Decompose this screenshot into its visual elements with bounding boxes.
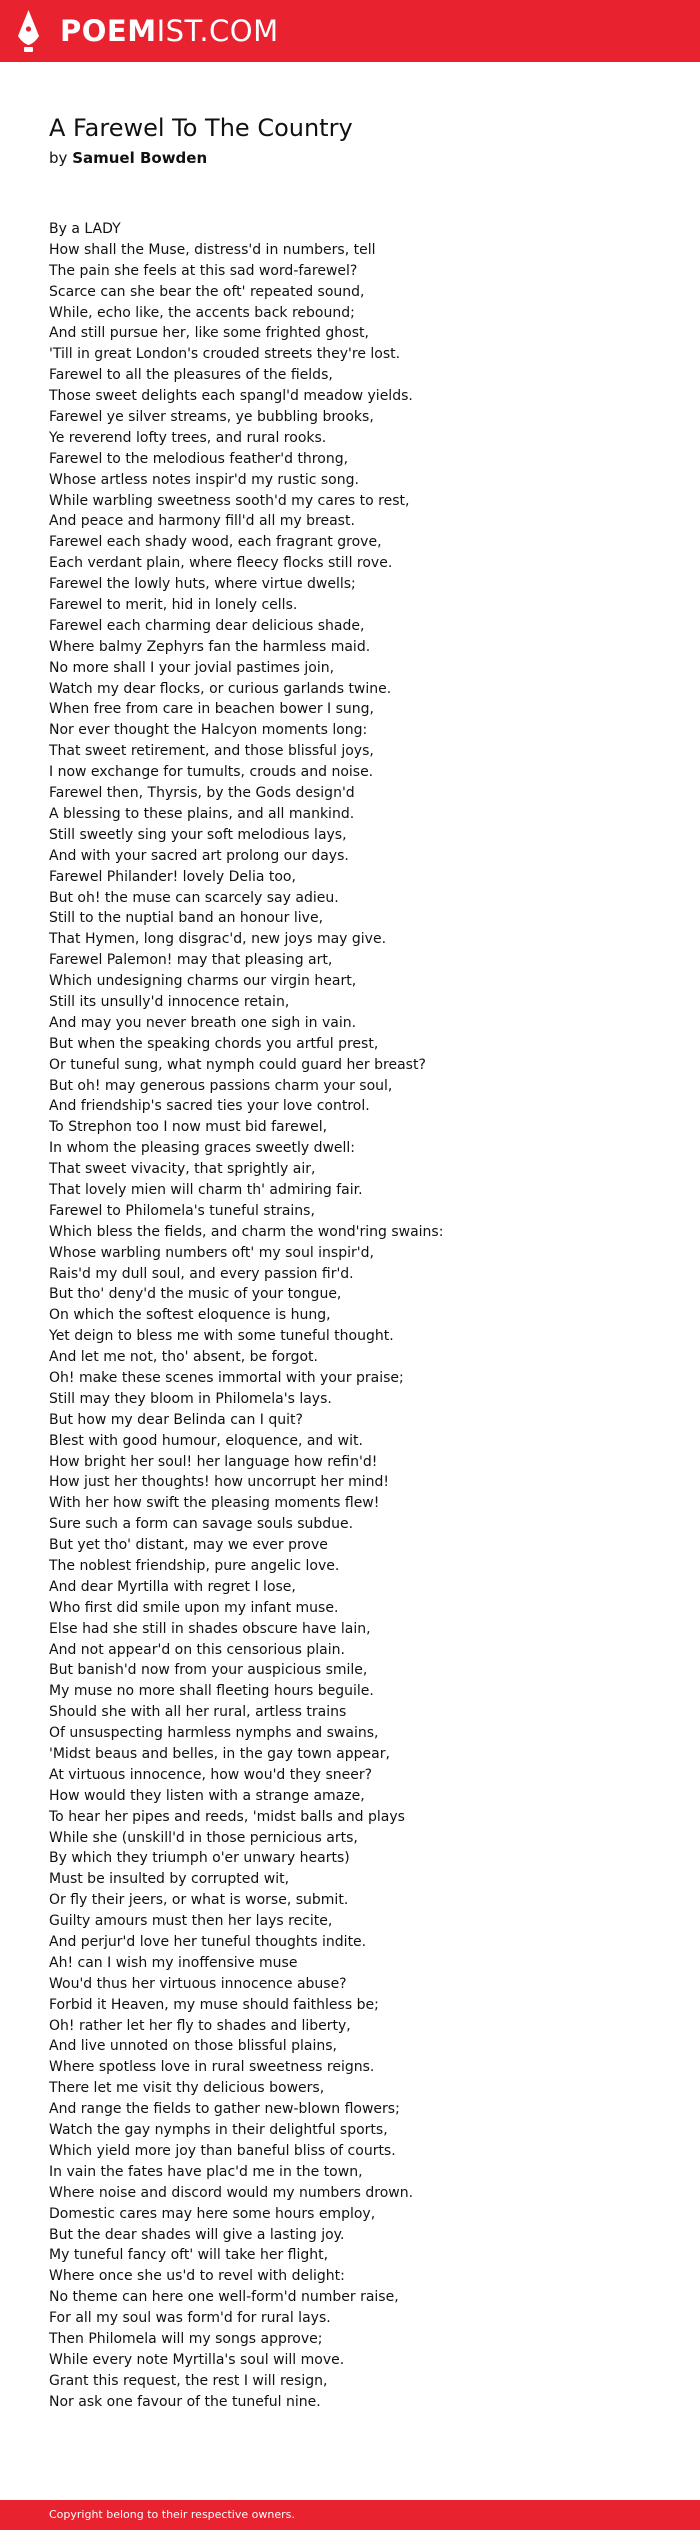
poem-line: Farewel to all the pleasures of the fields, bbox=[49, 367, 333, 384]
poem-line: And let me not, tho' absent, be forgot. bbox=[49, 1349, 318, 1366]
poem-line: Farewel each charming dear delicious shade, bbox=[49, 617, 365, 634]
poem-line: Still sweetly sing your soft melodious lays, bbox=[49, 826, 347, 843]
poem-line: Ah! can I wish my inoffensive muse bbox=[49, 1954, 298, 1971]
poem-line: Or fly their jeers, or what is worse, submit. bbox=[49, 1892, 349, 1909]
author-name[interactable]: Samuel Bowden bbox=[72, 149, 208, 167]
poem-line: With her how swift the pleasing moments flew! bbox=[49, 1495, 380, 1512]
poem-line: Oh! make these scenes immortal with your praise; bbox=[49, 1369, 404, 1386]
poem-line: Nor ever thought the Halcyon moments long: bbox=[49, 722, 368, 739]
poem-line: How just her thoughts! how uncorrupt her mind! bbox=[49, 1474, 389, 1491]
poem-line: Where once she us'd to revel with delight: bbox=[49, 2268, 345, 2285]
poem-line: A blessing to these plains, and all mankind. bbox=[49, 805, 355, 822]
poem-line: Should she with all her rural, artless trains bbox=[49, 1704, 347, 1721]
poem-line: Yet deign to bless me with some tuneful thought. bbox=[49, 1328, 394, 1345]
poem-line: In whom the pleasing graces sweetly dwell: bbox=[49, 1140, 356, 1157]
poem-line: When free from care in beachen bower I sung, bbox=[49, 701, 375, 718]
poem-line: 'Midst beaus and belles, in the gay town appear, bbox=[49, 1746, 390, 1763]
poem-line: Or tuneful sung, what nymph could guard her breast? bbox=[49, 1056, 426, 1073]
poem-line: No theme can here one well-form'd number raise, bbox=[49, 2289, 399, 2306]
poem-line: Each verdant plain, where fleecy flocks still rove. bbox=[49, 555, 393, 572]
poem-line: By which they triumph o'er unwary hearts) bbox=[49, 1850, 350, 1867]
poem-line: But yet tho' distant, may we ever prove bbox=[49, 1537, 328, 1554]
poem-line: Where noise and discord would my numbers drown. bbox=[49, 2184, 414, 2201]
poem-line: My tuneful fancy oft' will take her flight, bbox=[49, 2247, 329, 2264]
poem-line: But oh! the muse can scarcely say adieu. bbox=[49, 889, 339, 906]
poem-line: Those sweet delights each spangl'd meadow yields. bbox=[49, 388, 413, 405]
poem-line: How would they listen with a strange amaze, bbox=[49, 1787, 365, 1804]
poem-line: In vain the fates have plac'd me in the town, bbox=[49, 2163, 363, 2180]
poem-line: 'Till in great London's crouded streets they're lost. bbox=[49, 346, 401, 363]
poem-line: The noblest friendship, pure angelic love. bbox=[49, 1558, 340, 1574]
poem-line: And friendship's sacred ties your love control. bbox=[49, 1098, 370, 1115]
poem-line: Which undesigning charms our virgin heart, bbox=[49, 973, 357, 990]
poem-line: And with your sacred art prolong our days. bbox=[49, 847, 349, 864]
poem-line: Sure such a form can savage souls subdue. bbox=[49, 1516, 354, 1533]
poem-line: Farewel to merit, hid in lonely cells. bbox=[49, 597, 298, 614]
poem-line: Farewel Palemon! may that pleasing art, bbox=[49, 952, 333, 969]
poem-line: The pain she feels at this sad word-farewel? bbox=[49, 262, 358, 279]
poem-line: Oh! rather let her fly to shades and liberty, bbox=[49, 2017, 351, 2034]
poem-line: Of unsuspecting harmless nymphs and swains, bbox=[49, 1725, 379, 1742]
poem-line: And perjur'd love her tuneful thoughts indite. bbox=[49, 1934, 367, 1951]
poem-line: To hear her pipes and reeds, 'midst balls and plays bbox=[49, 1808, 405, 1825]
pen-nib-icon[interactable] bbox=[16, 9, 41, 53]
by-label: by bbox=[49, 149, 68, 167]
poem-line: Guilty amours must then her lays recite, bbox=[49, 1913, 333, 1930]
poem-line: Where balmy Zephyrs fan the harmless maid. bbox=[49, 638, 371, 655]
poem-line: Forbid it Heaven, my muse should faithless be; bbox=[49, 1996, 379, 2013]
poem-line: While she (unskill'd in those pernicious arts, bbox=[49, 1829, 358, 1846]
poem-line: Which bless the fields, and charm the wond'ring swains: bbox=[49, 1223, 444, 1240]
poem-line: Still to the nuptial band an honour live, bbox=[49, 910, 324, 927]
poem-line: Which yield more joy than baneful bliss of courts. bbox=[49, 2142, 396, 2159]
poem-line: But the dear shades will give a lasting joy. bbox=[49, 2226, 345, 2243]
poem-line: That sweet retirement, and those blissful joys, bbox=[49, 743, 374, 760]
poem-line: Else had she still in shades obscure have lain, bbox=[49, 1620, 371, 1637]
poem-line: While, echo like, the accents back rebound; bbox=[49, 304, 355, 321]
poem-line: Nor ask one favour of the tuneful nine. bbox=[49, 2393, 321, 2410]
poem-line: How bright her soul! her language how refin'd! bbox=[49, 1453, 378, 1470]
poem-line: I now exchange for tumults, crouds and noise. bbox=[49, 764, 374, 781]
poem-line: Still its unsully'd innocence retain, bbox=[49, 993, 290, 1010]
poem-line: Farewel ye silver streams, ye bubbling brooks, bbox=[49, 409, 374, 426]
poem-line: Farewel each shady wood, each fragrant grove, bbox=[49, 534, 382, 551]
poem-line: Wou'd thus her virtuous innocence abuse? bbox=[49, 1975, 347, 1992]
poem-line: But when the speaking chords you artful prest, bbox=[49, 1035, 379, 1052]
poem-line: Watch my dear flocks, or curious garlands twine. bbox=[49, 680, 392, 697]
poem-line: Scarce can she bear the oft' repeated sound, bbox=[49, 283, 365, 300]
site-logo[interactable]: POEMIST.COM bbox=[60, 14, 279, 48]
poem-line: Farewel Philander! lovely Delia too, bbox=[49, 868, 296, 885]
poem-line: While warbling sweetness sooth'd my cares to rest, bbox=[49, 492, 410, 509]
poem-line: My muse no more shall fleeting hours beguile. bbox=[49, 1683, 374, 1700]
poem-byline bbox=[49, 148, 207, 168]
poem-line: That lovely mien will charm th' admiring fair. bbox=[49, 1181, 363, 1198]
poem-line: But banish'd now from your auspicious smile, bbox=[49, 1662, 368, 1679]
poem-line: On which the softest eloquence is hung, bbox=[49, 1307, 331, 1324]
poem-line: To Strephon too I now must bid farewel, bbox=[49, 1119, 328, 1136]
poem-line: Watch the gay nymphs in their delightful sports, bbox=[49, 2122, 388, 2139]
poem-line: And still pursue her, like some frighted ghost, bbox=[49, 325, 369, 342]
poem-line: Where spotless love in rural sweetness reigns. bbox=[49, 2059, 375, 2076]
poem-line: Grant this request, the rest I will resign, bbox=[49, 2372, 328, 2389]
poem-line: Who first did smile upon my infant muse. bbox=[49, 1599, 339, 1616]
poem-line: Farewel to the melodious feather'd throng, bbox=[49, 450, 349, 467]
site-footer bbox=[0, 2500, 700, 2530]
poem-line: And live unnoted on those blissful plains, bbox=[49, 2038, 337, 2055]
poem-line: But oh! may generous passions charm your soul, bbox=[49, 1077, 393, 1094]
poem-line: Ye reverend lofty trees, and rural rooks. bbox=[49, 429, 327, 446]
poem-line: Farewel to Philomela's tuneful strains, bbox=[49, 1202, 315, 1219]
poem-title: A Farewel To The Country bbox=[49, 114, 353, 142]
poem-line: And may you never breath one sigh in vain. bbox=[49, 1014, 357, 1031]
poem-line: There let me visit thy delicious bowers, bbox=[49, 2080, 325, 2097]
poem-line: But tho' deny'd the music of your tongue, bbox=[49, 1286, 342, 1303]
poem-line: And peace and harmony fill'd all my breast. bbox=[49, 513, 355, 530]
site-header bbox=[0, 0, 700, 62]
poem-line: By a LADY bbox=[49, 221, 121, 237]
poem-line: While every note Myrtilla's soul will move. bbox=[49, 2351, 345, 2368]
poem-line: Farewel the lowly huts, where virtue dwells; bbox=[49, 576, 356, 593]
poem-line: And not appear'd on this censorious plain. bbox=[49, 1641, 345, 1658]
poem-line: For all my soul was form'd for rural lays. bbox=[49, 2310, 331, 2327]
poem-line: That sweet vivacity, that sprightly air, bbox=[49, 1161, 316, 1178]
poem-line: At virtuous innocence, how wou'd they sneer? bbox=[49, 1766, 373, 1783]
poem-line: Rais'd my dull soul, and every passion fir'd. bbox=[49, 1265, 354, 1282]
poem-line: Must be insulted by corrupted wit, bbox=[49, 1871, 290, 1888]
poem-line: That Hymen, long disgrac'd, new joys may give. bbox=[49, 931, 387, 948]
poem-line: And dear Myrtilla with regret I lose, bbox=[49, 1578, 296, 1595]
poem-line: Still may they bloom in Philomela's lays. bbox=[49, 1390, 332, 1407]
poem-body bbox=[49, 219, 669, 2413]
poem-line: How shall the Muse, distress'd in numbers, tell bbox=[49, 241, 376, 258]
poem-line: But how my dear Belinda can I quit? bbox=[49, 1411, 303, 1428]
poem-line: Then Philomela will my songs approve; bbox=[49, 2330, 323, 2347]
poem-line: And range the fields to gather new-blown flowers; bbox=[49, 2101, 400, 2118]
poem-line: Farewel then, Thyrsis, by the Gods design'd bbox=[49, 785, 355, 802]
poem-line: Blest with good humour, eloquence, and wit. bbox=[49, 1432, 363, 1449]
poem-line: Whose warbling numbers oft' my soul inspir'd, bbox=[49, 1244, 374, 1261]
poem-line: No more shall I your jovial pastimes join, bbox=[49, 659, 335, 676]
copyright-notice: Copyright belong to their respective owners. bbox=[49, 2508, 295, 2521]
poem-line: Domestic cares may here some hours employ, bbox=[49, 2205, 376, 2222]
poem-line: Whose artless notes inspir'd my rustic song. bbox=[49, 471, 359, 488]
